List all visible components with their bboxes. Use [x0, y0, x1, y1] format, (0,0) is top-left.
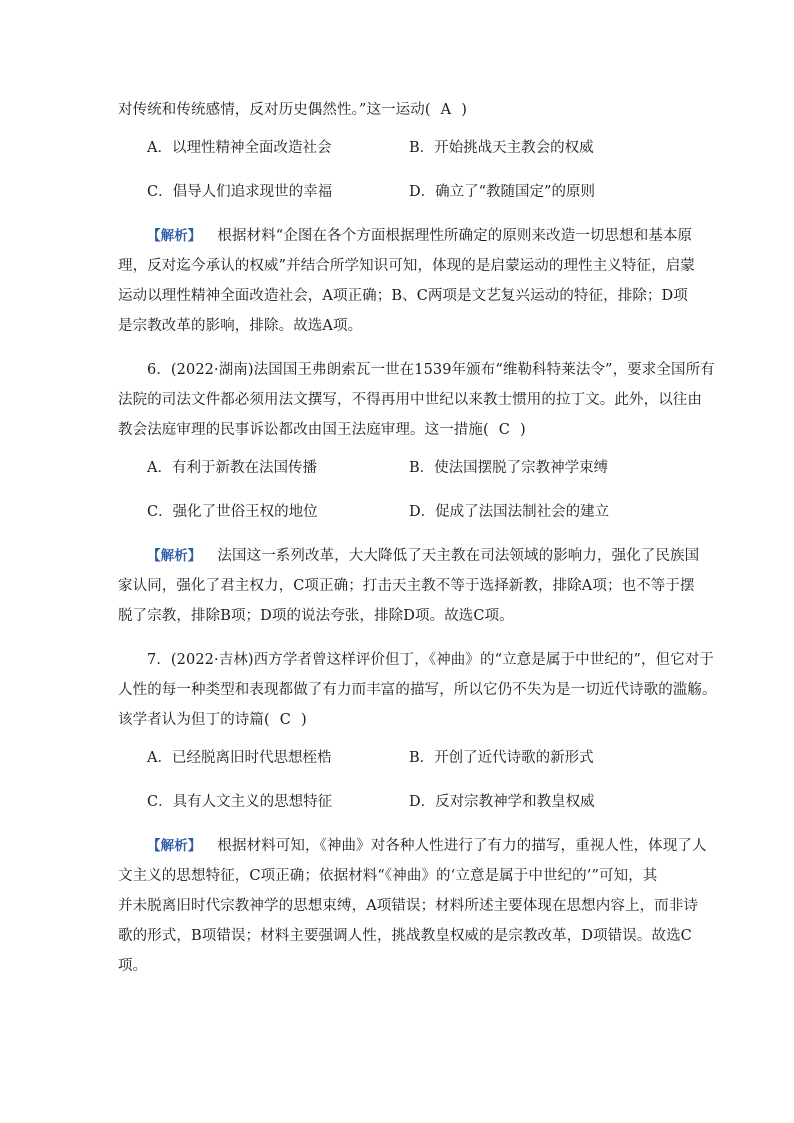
q6-option-b: B．使法国摆脱了宗教神学束缚: [409, 460, 609, 476]
q5-analysis-line: 理，反对迄今承认的权威”并结合所学知识可知，体现的是启蒙运动的理性主义特征，启蒙: [118, 258, 695, 274]
q5-option-c: C．倡导人们追求现世的幸福: [147, 184, 333, 200]
q7-option-d: D．反对宗教神学和教皇权威: [409, 794, 595, 810]
q6-option-c: C．强化了世俗王权的地位: [147, 504, 318, 520]
q5-option-b: B．开始挑战天主教会的权威: [409, 140, 594, 156]
q7-stem-text: 该学者认为但丁的诗篇(: [118, 712, 270, 728]
q6-analysis-line: [118, 541, 700, 571]
q7-answer: C: [279, 712, 291, 728]
q5-option-d: D．确立了“教随国定”的原则: [409, 184, 595, 200]
q7-stem: [118, 645, 717, 735]
q6-options-row-1: [118, 453, 678, 483]
q6-option-a: A．有利于新教在法国传播: [147, 460, 317, 476]
q5-analysis-label: 【解析】: [147, 228, 202, 244]
q5-options-row-1: [118, 133, 678, 163]
q6-analysis-text-0: 法国这一系列改革，大大降低了天主教在司法领域的影响力，强化了民族国: [217, 548, 700, 564]
q6-answer: C: [498, 422, 510, 438]
q7-options-row-1: [118, 743, 678, 773]
q5-stem: [118, 95, 678, 125]
q5-option-a: A．以理性精神全面改造社会: [147, 140, 332, 156]
q7-paren-close: ): [300, 712, 307, 728]
q7-stem-line: 7．(2022·吉林)西方学者曾这样评价但丁，《神曲》的“立意是属于中世纪的”，但它对于: [147, 652, 715, 668]
q7-analysis-label: 【解析】: [147, 838, 202, 854]
q5-answer: A: [440, 102, 452, 118]
q6-analysis-line: 脱了宗教，排除B项；D项的说法夸张，排除D项。故选C项。: [118, 608, 514, 624]
q6-paren-close: ): [519, 422, 526, 438]
q5-stem-text: 对传统和传统感情，反对历史偶然性。”这一运动(: [118, 102, 431, 118]
q5-options-row-2: [118, 177, 678, 207]
q6-stem-line: [118, 415, 678, 445]
q7-analysis-line: 文主义的思想特征，C项正确；依据材料“《神曲》的‘立意是属于中世纪的’”可知，其: [118, 868, 658, 884]
q6-options-row-2: [118, 497, 678, 527]
q7-option-c: C．具有人文主义的思想特征: [147, 794, 333, 810]
document-content: [118, 95, 717, 981]
q6-analysis: [118, 541, 700, 631]
q6-stem-text: 教会法庭审理的民事诉讼都改由国王法庭审理。这一措施(: [118, 422, 489, 438]
q5-analysis-line: 是宗教改革的影响，排除。故选A项。: [118, 318, 363, 334]
q7-option-a: A．已经脱离旧时代思想桎梏: [147, 750, 332, 766]
q6-stem-line: 6．(2022·湖南)法国国王弗朗索瓦一世在1539年颁布“维勒科特莱法令”，要求全国所有: [147, 362, 715, 378]
q7-analysis-line: [118, 831, 707, 861]
q7-stem-line: [118, 705, 678, 735]
q6-analysis-line: 家认同，强化了君主权力，C项正确；打击天主教不等于选择新教，排除A项；也不等于摆: [118, 578, 695, 594]
q5-analysis: [118, 221, 695, 341]
q6-stem: [118, 355, 715, 445]
q7-options-row-2: [118, 787, 678, 817]
q5-analysis-line: [118, 221, 693, 251]
q7-analysis: [118, 831, 707, 981]
q5-paren-close: ): [461, 102, 467, 118]
q7-analysis-line: 并未脱离旧时代宗教神学的思想束缚，A项错误；材料所述主要体现在思想内容上，而非诗: [118, 898, 698, 914]
q7-analysis-line: 项。: [118, 958, 148, 974]
q5-analysis-text-0: 根据材料“企图在各个方面根据理性所确定的原则来改造一切思想和基本原: [217, 228, 693, 244]
q5-analysis-line: 运动以理性精神全面改造社会，A项正确；B、C两项是文艺复兴运动的特征，排除；D项: [118, 288, 688, 304]
q7-stem-line: 人性的每一种类型和表现都做了有力而丰富的描写，所以它仍不失为是一切近代诗歌的滥觞。: [118, 682, 717, 698]
q7-analysis-text-0: 根据材料可知，《神曲》对各种人性进行了有力的描写，重视人性，体现了人: [217, 838, 707, 854]
q6-stem-line: 法院的司法文件都必须用法文撰写，不得再用中世纪以来教士惯用的拉丁文。此外，以往由: [118, 392, 702, 408]
q7-option-b: B．开创了近代诗歌的新形式: [409, 750, 594, 766]
q6-analysis-label: 【解析】: [147, 548, 202, 564]
q6-option-d: D．促成了法国法制社会的建立: [409, 504, 610, 520]
q7-analysis-line: 歌的形式，B项错误；材料主要强调人性，挑战教皇权威的是宗教改革，D项错误。故选C: [118, 928, 692, 944]
